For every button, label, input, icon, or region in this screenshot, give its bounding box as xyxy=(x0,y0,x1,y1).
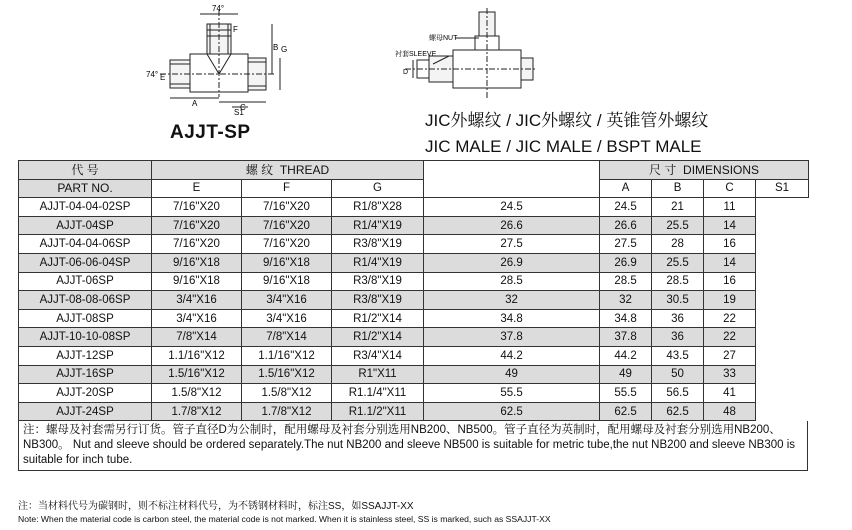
cell-f: 1.5/16"X12 xyxy=(242,365,332,384)
cell-s1: 27 xyxy=(704,346,756,365)
cell-s1: 16 xyxy=(704,272,756,291)
cell-s1: 16 xyxy=(704,235,756,254)
cell-b: 27.5 xyxy=(600,235,652,254)
table-row xyxy=(19,272,809,291)
table-row xyxy=(19,365,809,384)
cell-c: 30.5 xyxy=(652,291,704,310)
cell-e: 9/16"X18 xyxy=(152,272,242,291)
nut-label: 螺母NUT xyxy=(429,35,458,42)
cell-g: R1/8"X28 xyxy=(332,198,424,217)
dim-g-label: G xyxy=(281,45,288,54)
cell-part: AJJT-10-10-08SP xyxy=(19,328,152,347)
header-thread xyxy=(152,161,424,180)
cell-a: 49 xyxy=(424,365,600,384)
cell-a: 27.5 xyxy=(424,235,600,254)
cell-a: 55.5 xyxy=(424,384,600,403)
cell-g: R1"X11 xyxy=(332,365,424,384)
cell-b: 34.8 xyxy=(600,309,652,328)
cell-b: 37.8 xyxy=(600,328,652,347)
table-row xyxy=(19,384,809,403)
cell-s1: 14 xyxy=(704,216,756,235)
dim-f-label: F xyxy=(233,25,238,34)
dim-a-label: A xyxy=(192,99,198,108)
cell-e: 7/16"X20 xyxy=(152,198,242,217)
cell-a: 26.9 xyxy=(424,253,600,272)
thread-type-title xyxy=(425,108,708,160)
header-part-en: PART NO. xyxy=(19,179,152,198)
cell-b: 62.5 xyxy=(600,402,652,421)
header-thread-cn: 螺 纹 xyxy=(245,163,274,178)
cell-e: 7/16"X20 xyxy=(152,235,242,254)
table-row xyxy=(19,402,809,421)
cell-f: 9/16"X18 xyxy=(242,253,332,272)
top-angle-label: 74° xyxy=(212,4,225,13)
cell-a: 34.8 xyxy=(424,309,600,328)
cell-part: AJJT-20SP xyxy=(19,384,152,403)
cell-g: R3/8"X19 xyxy=(332,235,424,254)
cell-b: 32 xyxy=(600,291,652,310)
cell-g: R3/8"X19 xyxy=(332,291,424,310)
cell-a: 32 xyxy=(424,291,600,310)
col-g-header: G xyxy=(332,179,424,198)
cell-f: 7/16"X20 xyxy=(242,198,332,217)
spacer-column xyxy=(424,161,600,198)
cell-e: 3/4"X16 xyxy=(152,291,242,310)
cell-c: 21 xyxy=(652,198,704,217)
cell-c: 25.5 xyxy=(652,216,704,235)
dim-s1-label: S1 xyxy=(234,108,244,117)
cell-part: AJJT-08SP xyxy=(19,309,152,328)
cell-g: R1/2"X14 xyxy=(332,309,424,328)
table-row xyxy=(19,253,809,272)
header-dim-en: DIMENSIONS xyxy=(683,163,760,178)
dim-b-label: B xyxy=(273,43,279,52)
dim-c-label: C xyxy=(240,103,246,112)
cell-part: AJJT-06SP xyxy=(19,272,152,291)
cell-f: 3/4"X16 xyxy=(242,291,332,310)
cell-c: 28 xyxy=(652,235,704,254)
cell-c: 43.5 xyxy=(652,346,704,365)
tee-fitting-drawing xyxy=(140,2,290,117)
cell-s1: 19 xyxy=(704,291,756,310)
cell-part: AJJT-04-04-02SP xyxy=(19,198,152,217)
cell-e: 1.5/16"X12 xyxy=(152,365,242,384)
cell-b: 55.5 xyxy=(600,384,652,403)
cell-g: R1/2"X14 xyxy=(332,328,424,347)
footer-note-en: Note: When the material code is carbon steel, the material code is not marked. When it is stainless steel, SS is marked, such as SSAJJT-XX xyxy=(18,514,551,524)
cell-a: 26.6 xyxy=(424,216,600,235)
assembly-drawing xyxy=(395,8,535,108)
cell-f: 1.5/8"X12 xyxy=(242,384,332,403)
cell-f: 7/8"X14 xyxy=(242,328,332,347)
cell-s1: 48 xyxy=(704,402,756,421)
table-row xyxy=(19,328,809,347)
cell-e: 7/16"X20 xyxy=(152,216,242,235)
cell-e: 3/4"X16 xyxy=(152,309,242,328)
cell-part: AJJT-24SP xyxy=(19,402,152,421)
cell-b: 44.2 xyxy=(600,346,652,365)
note-box xyxy=(18,421,808,471)
cell-s1: 22 xyxy=(704,309,756,328)
cell-e: 1.1/16"X12 xyxy=(152,346,242,365)
cell-part: AJJT-12SP xyxy=(19,346,152,365)
cell-a: 44.2 xyxy=(424,346,600,365)
order-note: 注：螺母及衬套需另行订货。管子直径D为公制时，配用螺母及衬套分别选用NB200、NB500。管子直径为英制时，配用螺母及衬套分别选用NB200、NB300。 Nut and sleeve should be ordered separately.The nut NB200 and sleeve NB500 is suitable for metric tube,the nut NB200 and sleeve NB300 is suitable for inch tube. xyxy=(23,424,796,466)
header-dimensions xyxy=(600,161,809,180)
cell-c: 56.5 xyxy=(652,384,704,403)
col-f-header: F xyxy=(242,179,332,198)
col-c-header: C xyxy=(704,179,756,198)
cell-g: R1.1/2"X11 xyxy=(332,402,424,421)
cell-e: 7/8"X14 xyxy=(152,328,242,347)
cell-b: 26.6 xyxy=(600,216,652,235)
cell-g: R1/4"X19 xyxy=(332,253,424,272)
thread-type-en: JIC MALE / JIC MALE / BSPT MALE xyxy=(425,137,702,156)
dim-d-label: D xyxy=(403,69,409,76)
cell-f: 9/16"X18 xyxy=(242,272,332,291)
cell-a: 24.5 xyxy=(424,198,600,217)
header-row-2 xyxy=(19,179,809,198)
product-code-title: AJJT-SP xyxy=(170,122,251,143)
cell-c: 36 xyxy=(652,309,704,328)
footer-notes xyxy=(18,500,551,526)
table-row xyxy=(19,309,809,328)
cell-f: 1.7/8"X12 xyxy=(242,402,332,421)
header-thread-en: THREAD xyxy=(279,163,330,178)
table-row xyxy=(19,216,809,235)
cell-a: 62.5 xyxy=(424,402,600,421)
table-row xyxy=(19,291,809,310)
cell-s1: 41 xyxy=(704,384,756,403)
cell-a: 37.8 xyxy=(424,328,600,347)
cell-part: AJJT-06-06-04SP xyxy=(19,253,152,272)
col-b-header: B xyxy=(652,179,704,198)
cell-g: R3/8"X19 xyxy=(332,272,424,291)
cell-part: AJJT-16SP xyxy=(19,365,152,384)
left-angle-label: 74° xyxy=(146,70,159,79)
header-dim-cn: 尺 寸 xyxy=(649,163,677,178)
cell-c: 62.5 xyxy=(652,402,704,421)
footer-note-cn: 注：当材料代号为碳钢时，则不标注材料代号，为不锈钢材料时，标注SS，如SSAJJT-XX xyxy=(18,501,414,512)
cell-f: 3/4"X16 xyxy=(242,309,332,328)
cell-f: 7/16"X20 xyxy=(242,235,332,254)
cell-b: 24.5 xyxy=(600,198,652,217)
thread-type-cn: JIC外螺纹 / JIC外螺纹 / 英锥管外螺纹 xyxy=(425,111,709,130)
cell-s1: 33 xyxy=(704,365,756,384)
cell-e: 1.5/8"X12 xyxy=(152,384,242,403)
cell-a: 28.5 xyxy=(424,272,600,291)
cell-e: 9/16"X18 xyxy=(152,253,242,272)
cell-b: 28.5 xyxy=(600,272,652,291)
col-a-header: A xyxy=(600,179,652,198)
cell-b: 26.9 xyxy=(600,253,652,272)
header-row-1 xyxy=(19,161,809,180)
dim-e-label: E xyxy=(160,73,166,82)
col-s1-header: S1 xyxy=(756,179,809,198)
cell-c: 28.5 xyxy=(652,272,704,291)
cell-g: R1/4"X19 xyxy=(332,216,424,235)
cell-s1: 11 xyxy=(704,198,756,217)
header-part-cn: 代 号 xyxy=(19,161,152,180)
sleeve-label: 衬套SLEEVE xyxy=(395,51,437,58)
cell-f: 1.1/16"X12 xyxy=(242,346,332,365)
cell-c: 50 xyxy=(652,365,704,384)
cell-part: AJJT-08-08-06SP xyxy=(19,291,152,310)
cell-b: 49 xyxy=(600,365,652,384)
table-row xyxy=(19,198,809,217)
cell-e: 1.7/8"X12 xyxy=(152,402,242,421)
col-e-header: E xyxy=(152,179,242,198)
cell-s1: 14 xyxy=(704,253,756,272)
table-row xyxy=(19,346,809,365)
table-row xyxy=(19,235,809,254)
cell-f: 7/16"X20 xyxy=(242,216,332,235)
cell-s1: 22 xyxy=(704,328,756,347)
cell-part: AJJT-04SP xyxy=(19,216,152,235)
cell-part: AJJT-04-04-06SP xyxy=(19,235,152,254)
cell-g: R3/4"X14 xyxy=(332,346,424,365)
spec-rows xyxy=(19,198,809,421)
spec-table xyxy=(18,160,809,421)
cell-c: 25.5 xyxy=(652,253,704,272)
cell-g: R1.1/4"X11 xyxy=(332,384,424,403)
cell-c: 36 xyxy=(652,328,704,347)
